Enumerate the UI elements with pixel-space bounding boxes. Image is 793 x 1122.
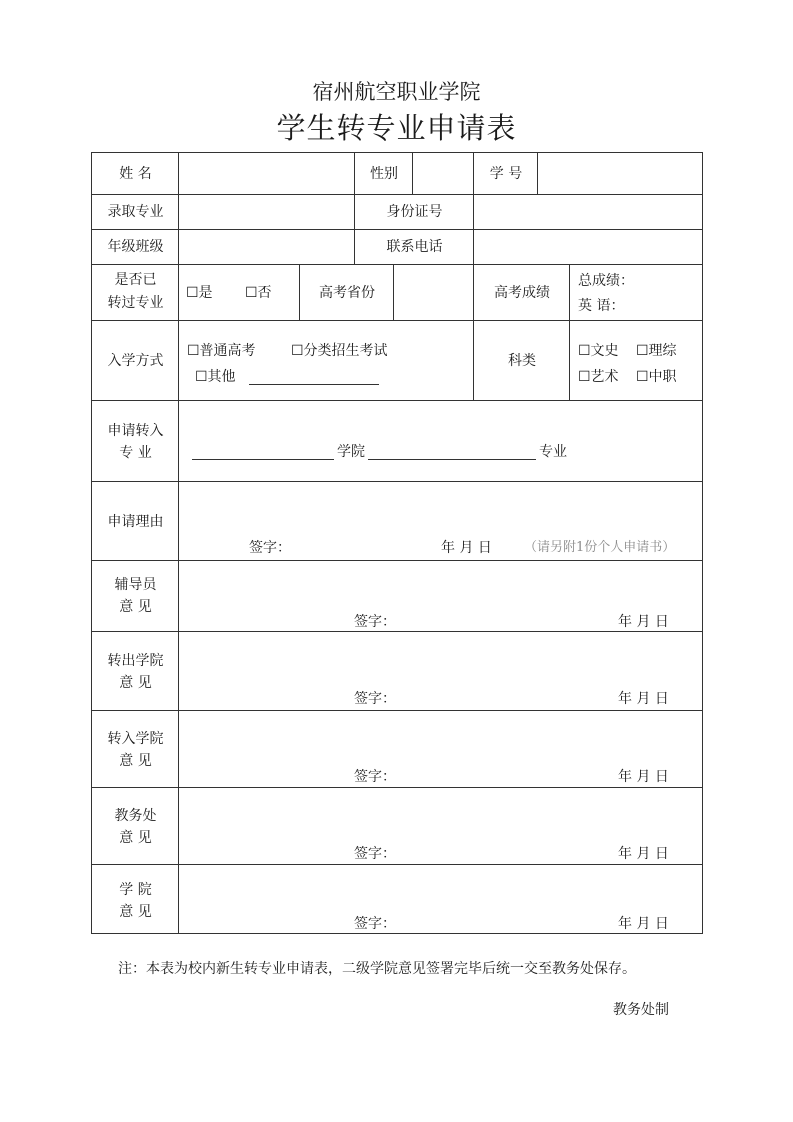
class-label: 年级班级 <box>107 239 164 255</box>
province-field[interactable] <box>393 264 473 320</box>
counselor-opinion-field[interactable] <box>178 560 703 631</box>
class-label-cell <box>91 229 178 264</box>
academic-affairs-date-label: 年 月 日 <box>618 846 669 862</box>
transferred-no-checkbox[interactable]: ☐否 <box>245 285 272 301</box>
incoming-college-opinion-field[interactable] <box>178 710 703 787</box>
incoming-sign-label: 签字： <box>354 769 396 785</box>
admission-options-cell <box>178 320 473 400</box>
subject-art-checkbox[interactable]: ☐艺术 <box>578 369 619 385</box>
academic-affairs-sign-label: 签字： <box>354 846 396 862</box>
application-form <box>91 152 703 934</box>
transferred-label-1: 是否已 <box>114 272 157 288</box>
outgoing-college-opinion-label-2: 意 见 <box>119 675 152 691</box>
transferred-yes-checkbox[interactable]: ☐是 <box>186 285 213 301</box>
counselor-date-label: 年 月 日 <box>618 614 669 630</box>
subject-label: 科类 <box>508 353 536 369</box>
student-id-label-cell <box>473 152 537 194</box>
phone-field[interactable] <box>473 229 703 264</box>
gender-label: 性别 <box>370 166 398 182</box>
incoming-college-opinion-label-2: 意 见 <box>119 753 152 769</box>
incoming-college-opinion-label-1: 转入学院 <box>107 731 164 747</box>
transferred-label-2: 转过专业 <box>107 295 164 311</box>
student-id-label: 学 号 <box>489 166 523 182</box>
target-major-label-1: 申请转入 <box>107 423 164 439</box>
class-field[interactable] <box>178 229 354 264</box>
counselor-opinion-label-cell <box>91 560 178 631</box>
score-field[interactable] <box>569 264 703 320</box>
college-sign-label: 签字： <box>354 916 396 932</box>
subject-vocational-checkbox[interactable]: ☐中职 <box>636 369 677 385</box>
admission-other-line[interactable] <box>249 384 379 385</box>
incoming-college-opinion-label-cell <box>91 710 178 787</box>
college-suffix: 学院 <box>337 444 365 460</box>
admission-classified-checkbox[interactable]: ☐分类招生考试 <box>291 343 388 359</box>
college-opinion-label-cell <box>91 864 178 934</box>
phone-label-cell <box>354 229 473 264</box>
academic-affairs-opinion-field[interactable] <box>178 787 703 864</box>
counselor-opinion-label-1: 辅导员 <box>114 577 157 593</box>
province-label-cell <box>299 264 393 320</box>
college-opinion-field[interactable] <box>178 864 703 934</box>
academic-affairs-opinion-label-cell <box>91 787 178 864</box>
admission-gaokao-checkbox[interactable]: ☐普通高考 <box>187 343 256 359</box>
target-major-label-2: 专 业 <box>119 445 152 461</box>
incoming-date-label: 年 月 日 <box>618 769 669 785</box>
transferred-label-cell <box>91 264 178 320</box>
id-card-label-cell <box>354 194 473 229</box>
total-score-label: 总成绩： <box>578 273 634 289</box>
school-name: 宿州航空职业学院 <box>312 80 481 104</box>
target-major-label-cell <box>91 400 178 481</box>
academic-affairs-opinion-label-2: 意 见 <box>119 830 152 846</box>
counselor-sign-label: 签字： <box>354 614 396 630</box>
id-card-field[interactable] <box>473 194 703 229</box>
major-label-cell <box>91 194 178 229</box>
issued-by: 教务处制 <box>613 1002 669 1018</box>
student-id-field[interactable] <box>537 152 703 194</box>
name-label-cell <box>91 152 178 194</box>
major-suffix: 专业 <box>539 444 567 460</box>
counselor-opinion-label-2: 意 见 <box>119 599 152 615</box>
phone-label: 联系电话 <box>386 239 443 255</box>
college-date-label: 年 月 日 <box>618 916 669 932</box>
subject-arts-checkbox[interactable]: ☐文史 <box>578 343 619 359</box>
reason-label: 申请理由 <box>107 514 164 530</box>
english-score-label: 英 语： <box>578 298 625 314</box>
subject-options-cell <box>569 320 703 400</box>
reason-date-label: 年 月 日 <box>441 540 492 556</box>
outgoing-sign-label: 签字： <box>354 691 396 707</box>
college-opinion-label-2: 意 见 <box>119 904 152 920</box>
score-label: 高考成绩 <box>494 285 550 301</box>
province-label: 高考省份 <box>319 285 375 301</box>
admission-label-cell <box>91 320 178 400</box>
footer-note: 注：本表为校内新生转专业申请表，二级学院意见签署完毕后统一交至教务处保存。 <box>118 961 636 977</box>
major-admitted-label: 录取专业 <box>107 204 164 220</box>
transferred-options-cell <box>178 264 299 320</box>
target-major-field <box>178 400 703 481</box>
outgoing-college-opinion-label-1: 转出学院 <box>107 653 164 669</box>
academic-affairs-opinion-label-1: 教务处 <box>114 808 157 824</box>
target-major-line[interactable] <box>368 459 536 460</box>
target-college-line[interactable] <box>192 459 334 460</box>
name-field[interactable] <box>178 152 354 194</box>
reason-sign-label: 签字： <box>249 540 291 556</box>
outgoing-college-opinion-label-cell <box>91 631 178 710</box>
name-label: 姓 名 <box>119 166 152 182</box>
reason-field[interactable] <box>178 481 703 560</box>
reason-label-cell <box>91 481 178 560</box>
form-title: 学生转专业申请表 <box>276 111 517 145</box>
college-opinion-label-1: 学 院 <box>119 882 152 898</box>
gender-label-cell <box>354 152 412 194</box>
outgoing-date-label: 年 月 日 <box>618 691 669 707</box>
gender-field[interactable] <box>412 152 473 194</box>
outgoing-college-opinion-field[interactable] <box>178 631 703 710</box>
admission-other-checkbox[interactable]: ☐其他 <box>195 369 236 385</box>
subject-science-checkbox[interactable]: ☐理综 <box>636 343 677 359</box>
score-label-cell <box>473 264 569 320</box>
major-admitted-field[interactable] <box>178 194 354 229</box>
id-card-label: 身份证号 <box>386 204 443 220</box>
admission-label: 入学方式 <box>107 353 164 369</box>
reason-attachment-hint: （请另附1份个人申请书） <box>524 540 676 555</box>
subject-label-cell <box>473 320 569 400</box>
